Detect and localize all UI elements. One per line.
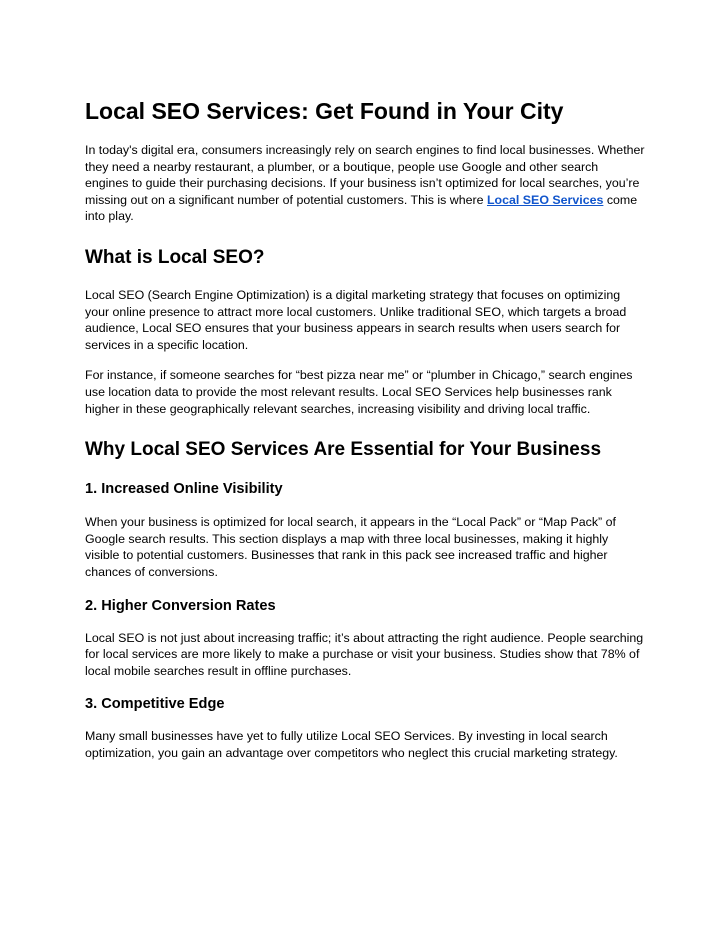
point-1-heading: 1. Increased Online Visibility (85, 481, 283, 498)
intro-text-after-link: come into play. (85, 192, 638, 224)
point-3-heading: 3. Competitive Edge (85, 696, 225, 713)
point-2-heading: 2. Higher Conversion Rates (85, 597, 276, 614)
what-paragraph-2: For instance, if someone searches for “best pizza near me” or “plumber in Chicago,” search engines use location data to provide the most relevant results. Local SEO Services help businesses rank higher in these geographically relevant searches, increasing visibility and driving local traffic. (85, 368, 633, 416)
document-page (85, 96, 645, 761)
point-1-text: When your business is optimized for local search, it appears in the “Local Pack” or “Map Pack” of Google search results. This section displays a map with three local businesses, making it highly visible to potential customers. Businesses that rank in this pack see increased traffic and higher chances of conversions. (85, 515, 616, 579)
local-seo-services-link[interactable]: Local SEO Services (486, 192, 604, 207)
page-title: Local SEO Services: Get Found in Your City (85, 98, 564, 124)
why-essential-heading: Why Local SEO Services Are Essential for Your Business (85, 439, 602, 461)
point-3-text: Many small businesses have yet to fully utilize Local SEO Services. By investing in local search optimization, you gain an advantage over competitors who neglect this crucial marketing strategy. (85, 729, 618, 760)
point-2-text: Local SEO is not just about increasing traffic; it’s about attracting the right audience. People searching for local services are more likely to make a purchase or visit your business. Studies show that 78% of local mobile searches result in offline purchases. (85, 630, 644, 678)
intro-paragraph (85, 142, 645, 225)
what-is-local-seo-heading: What is Local SEO? (85, 246, 265, 268)
intro-text-before-link: In today's digital era, consumers increasingly rely on search engines to find local businesses. Whether they need a nearby restaurant, a plumber, or a boutique, people use Google and other search engines to guide their purchasing decisions. If your business isn’t optimized for local searches, you’re missing out on a significant number of potential customers. This is where (85, 143, 645, 207)
what-paragraph-1: Local SEO (Search Engine Optimization) is a digital marketing strategy that focuses on optimizing your online presence to attract more local customers. Unlike traditional SEO, which targets a broad audience, Local SEO ensures that your business appears in search results when users search for services in a specific location. (85, 287, 627, 352)
